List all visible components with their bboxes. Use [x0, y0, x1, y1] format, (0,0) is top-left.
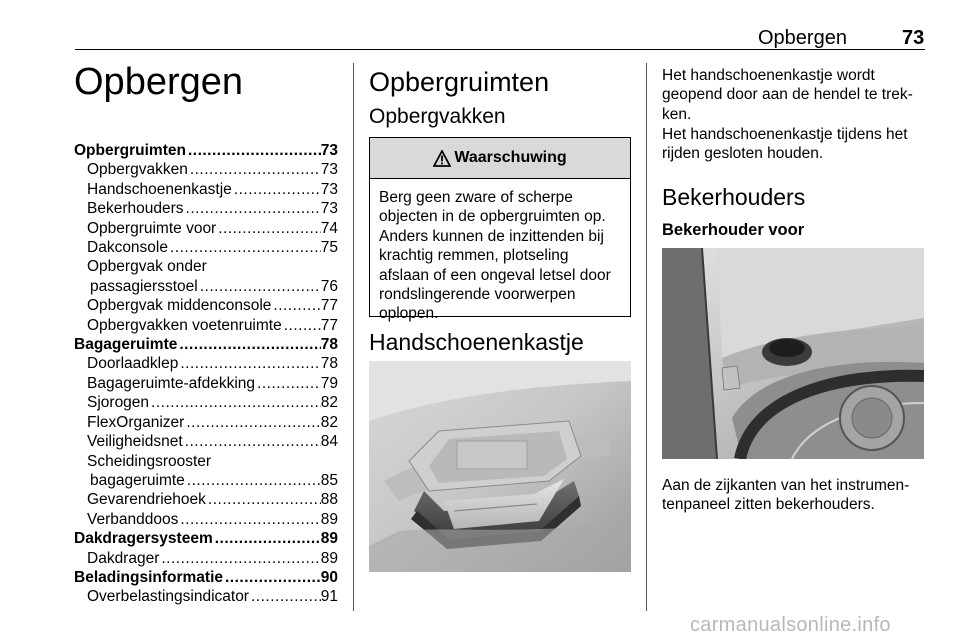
- toc-page-number: 91: [320, 588, 338, 606]
- toc-entry[interactable]: [74, 374, 338, 393]
- cupholder-illustration: [662, 248, 924, 459]
- toc-entry-label: Opbergvakken: [87, 161, 188, 179]
- toc-entry[interactable]: [74, 277, 338, 296]
- toc-page-number: 82: [320, 413, 338, 431]
- toc-entry[interactable]: [74, 471, 338, 490]
- toc-entry-label: Handschoenenkastje: [87, 180, 232, 198]
- toc-entry[interactable]: [74, 354, 338, 373]
- chapter-title: Opbergen: [74, 61, 244, 103]
- toc-entry[interactable]: [74, 549, 338, 568]
- toc-leader-dots: [178, 510, 320, 529]
- toc-entry-label: Beladingsinformatie: [74, 568, 223, 586]
- toc-entry[interactable]: [74, 452, 338, 471]
- toc-leader-dots: [149, 393, 321, 412]
- toc-entry-label: passagiersstoel: [90, 277, 198, 295]
- toc-entry-label: Veiligheidsnet: [87, 433, 183, 451]
- page-number: 73: [902, 27, 925, 49]
- toc-page-number: 77: [320, 297, 338, 315]
- toc-entry[interactable]: [74, 219, 338, 238]
- warning-line: Berg geen zware of scherpe: [379, 189, 573, 206]
- paragraph-line: Het handschoenenkastje wordt: [662, 67, 875, 84]
- toc-entry-label: Opbergvak onder: [87, 258, 207, 276]
- toc-page-number: 85: [320, 471, 338, 489]
- header-rule: [75, 49, 925, 50]
- front-cupholder-title: Bekerhouder voor: [662, 221, 805, 239]
- column-divider-left: [353, 63, 354, 611]
- toc-section-entry[interactable]: [74, 529, 338, 548]
- toc-page-number: 73: [320, 180, 338, 198]
- warning-line: Anders kunnen de inzittenden bij: [379, 227, 604, 245]
- warning-line: afslaan of een ongeval letsel door: [379, 266, 611, 284]
- toc-entry-label: Opbergvak middenconsole: [87, 297, 272, 315]
- toc-entry-label: Verbanddoos: [87, 510, 179, 528]
- glovebox-title: Handschoenenkastje: [369, 329, 584, 355]
- toc-entry[interactable]: [74, 587, 338, 606]
- toc-entry-label: Opbergruimten: [74, 142, 186, 159]
- section-title: Opbergruimten: [369, 67, 550, 97]
- toc-page-number: 78: [320, 355, 338, 373]
- toc-entry[interactable]: [74, 490, 338, 509]
- toc-leader-dots: [282, 316, 321, 335]
- toc-page-number: 88: [320, 491, 338, 509]
- toc-entry-label: Gevarendriehoek: [87, 491, 206, 509]
- toc-page-number: 84: [320, 433, 338, 451]
- toc-leader-dots: [183, 432, 321, 451]
- glovebox-open-paragraph: [662, 66, 913, 124]
- toc-entry-label: Bagageruimte: [74, 336, 178, 354]
- toc-leader-dots: [271, 296, 320, 315]
- toc-section-entry[interactable]: [74, 568, 338, 587]
- toc-leader-dots: [223, 568, 321, 587]
- toc-entry-label: Bekerhouders: [87, 200, 184, 218]
- toc-entry[interactable]: [74, 180, 338, 199]
- toc-leader-dots: [249, 587, 321, 606]
- toc-entry-label: Overbelastingsindicator: [87, 588, 249, 606]
- toc-entry-label: Bagageruimte-afdekking: [87, 374, 256, 392]
- toc-leader-dots: [177, 335, 320, 354]
- paragraph-line: tenpaneel zitten bekerhouders.: [662, 496, 875, 514]
- toc-leader-dots: [185, 471, 321, 490]
- toc-page-number: 73: [320, 142, 338, 159]
- toc-entry-label: Dakdrager: [87, 549, 160, 567]
- toc-leader-dots: [159, 549, 320, 568]
- cupholders-title: Bekerhouders: [662, 184, 806, 210]
- toc-entry-label: Sjorogen: [87, 394, 150, 412]
- toc-leader-dots: [232, 180, 321, 199]
- paragraph-line: ken.: [662, 105, 692, 123]
- toc-entry-label: bagageruimte: [90, 471, 185, 489]
- cupholder-caption: [662, 476, 909, 515]
- toc-page-number: 76: [320, 277, 338, 295]
- toc-entry[interactable]: [74, 199, 338, 218]
- toc-entry-label: Dakconsole: [87, 239, 168, 257]
- toc-section-entry[interactable]: [74, 141, 338, 160]
- toc-page-number: 75: [320, 239, 338, 257]
- paragraph-line: Het handschoenenkastje tijdens het: [662, 126, 908, 143]
- toc-entry-label: Opbergvakken voetenruimte: [87, 316, 282, 334]
- warning-line: objecten in de opbergruimten op.: [379, 208, 606, 226]
- glovebox-illustration: [369, 361, 631, 572]
- toc-entry[interactable]: [74, 238, 338, 257]
- toc-entry[interactable]: [74, 393, 338, 412]
- toc-page-number: 82: [320, 394, 338, 412]
- paragraph-line: rijden gesloten houden.: [662, 145, 824, 163]
- toc-leader-dots: [216, 219, 321, 238]
- toc-entry[interactable]: [74, 413, 338, 432]
- toc-entry[interactable]: [74, 432, 338, 451]
- warning-box: [369, 137, 631, 323]
- warning-line: rondslingerende voorwerpen: [379, 286, 576, 304]
- toc-page-number: 77: [320, 316, 338, 334]
- table-of-contents: [74, 141, 338, 607]
- toc-leader-dots: [168, 238, 321, 257]
- toc-entry[interactable]: [74, 510, 338, 529]
- toc-page-number: 79: [320, 374, 338, 392]
- paragraph-line: Aan de zijkanten van het instrumen-: [662, 477, 910, 494]
- toc-entry-label: Opbergruimte voor: [87, 219, 217, 237]
- toc-leader-dots: [184, 413, 320, 432]
- warning-title: Waarschuwing: [454, 149, 567, 166]
- column-divider-right: [646, 63, 647, 611]
- toc-entry[interactable]: [74, 160, 338, 179]
- warning-text: [379, 188, 625, 324]
- toc-entry-label: Scheidingsrooster: [87, 452, 212, 470]
- warning-line: oplopen.: [379, 305, 439, 323]
- toc-page-number: 89: [320, 549, 338, 567]
- toc-page-number: 74: [320, 219, 338, 237]
- toc-leader-dots: [213, 529, 321, 548]
- toc-page-number: 89: [320, 530, 338, 548]
- toc-entry[interactable]: [74, 257, 338, 276]
- watermark: carmanualsonline.info: [690, 614, 891, 636]
- toc-page-number: 73: [320, 200, 338, 218]
- toc-leader-dots: [188, 160, 321, 179]
- toc-leader-dots: [206, 490, 321, 509]
- subsection-title: Opbergvakken: [369, 105, 506, 128]
- toc-section-entry[interactable]: [74, 335, 338, 354]
- toc-entry-label: FlexOrganizer: [87, 413, 185, 431]
- toc-leader-dots: [186, 141, 321, 160]
- paragraph-line: geopend door aan de hendel te trek-: [662, 86, 913, 104]
- toc-entry-label: Doorlaadklep: [87, 355, 179, 373]
- toc-page-number: 78: [320, 336, 338, 354]
- toc-entry[interactable]: [74, 296, 338, 315]
- toc-leader-dots: [178, 354, 320, 373]
- warning-line: krachtig remmen, plotseling: [379, 247, 569, 265]
- running-header-title: Opbergen: [758, 27, 847, 49]
- toc-entry[interactable]: [74, 316, 338, 335]
- toc-leader-dots: [198, 277, 321, 296]
- toc-entry-label: Dakdragersysteem: [74, 530, 213, 548]
- glovebox-close-paragraph: [662, 125, 908, 164]
- toc-page-number: 90: [320, 568, 338, 586]
- toc-page-number: 89: [320, 510, 338, 528]
- warning-triangle-icon: [433, 150, 451, 167]
- toc-leader-dots: [255, 374, 321, 393]
- toc-page-number: 73: [320, 161, 338, 179]
- warning-header: [370, 138, 630, 179]
- toc-leader-dots: [184, 199, 321, 218]
